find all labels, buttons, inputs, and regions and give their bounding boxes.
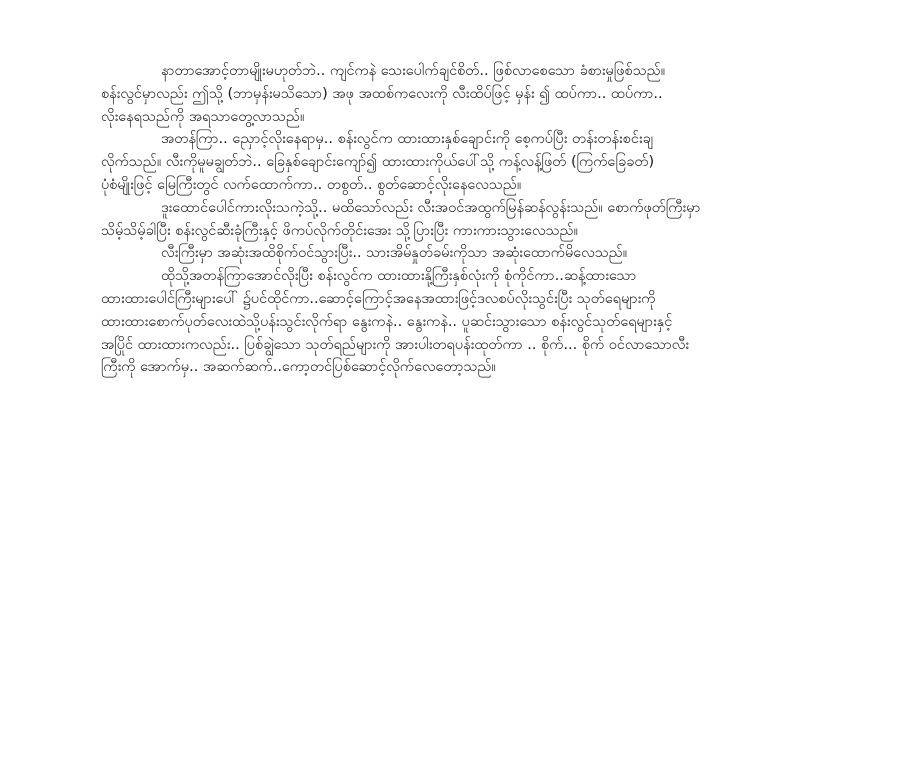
text-line: လိုးနေရသည်ကို အရသာတွေ့လာသည်။	[101, 108, 305, 125]
document-body	[101, 60, 821, 379]
text-line: နာတာအောင့်တာမျိုးမဟုတ်ဘဲ.. ကျင်ကနဲ သေးပေါက်ချင်စိတ်.. ဖြစ်လာစေသော ခံစားမှုဖြစ်သည်။	[161, 63, 666, 79]
text-line: စန်းလွင်မှာလည်း ဤသို့ (ဘာမှန်းမသိသော) အဖု အထစ်ကလေးကို လီးထိပ်ဖြင့် မှန်း ၍ ထပ်ကာ.. ထပ်ကာ..	[101, 85, 663, 102]
text-line: အပြိုင် ထားထားကလည်း.. ပြစ်ချွဲသော သုတ်ရည်များကို အားပါးတရပန်းထုတ်ကာ .. စိုက်... စိုက် ဝင်လာသောလီး	[101, 336, 690, 353]
text-line: ကြီးကို အောက်မှ.. အဆက်ဆက်..ကော့တင်ပြစ်ဆောင့်လိုက်လေတော့သည်။	[101, 359, 496, 376]
text-line: လိုက်သည်။ လီးကိုမူမချွတ်ဘဲ.. ခြေနှစ်ချောင်းကျော်၍ ထားထားကိုယ်ပေါ်သို့ ကန့်လန့်ဖြတ် (ကြက်ခြေခတ်)	[101, 154, 655, 171]
text-line: ဒူးထောင်ပေါင်ကားလိုးသကဲ့သို့.. မထိသော်လည်း လီးအဝင်အထွက်မြန်ဆန်လွန်းသည်။ စောက်ဖုတ်ကြီးမှာ	[161, 199, 701, 216]
text-line: ပုံစံမျိုးဖြင့် မြေကြီးတွင် လက်ထောက်ကာ.. တစွတ်.. စွတ်ဆောင့်လိုးနေလေသည်။	[101, 176, 522, 193]
text-line: ထိုသို့အတန်ကြာအောင်လိုးပြီး စန်းလွင်က ထားထားနို့ကြီးနှစ်လုံးကို စုံကိုင်ကာ..ဆန့်ထားသော	[161, 268, 637, 285]
text-line: အတန်ကြာ.. ညှောင့်လိုးနေရာမှ.. စန်းလွင်က ထားထားနှစ်ချောင်းကို စေ့ကပ်ပြီး တန်းတန်းစင်းချ	[161, 131, 653, 148]
text-line: လီးကြီးမှာ အဆုံးအထိစိုက်ဝင်သွားပြီး.. သားအိမ်နှုတ်ခမ်းကိုသာ အဆုံးထောက်မိလေသည်။	[161, 245, 628, 262]
text-line: ထားထားပေါင်ကြီးများပေါ် ၌ပင်ထိုင်ကာ..ဆောင့်ကြောင့်အနေအထားဖြင့်ဒလစပ်လိုးသွင်းပြီး သုတ်ရေများကို	[101, 290, 656, 307]
text-line: ထားထားစောက်ပုတ်လေးထဲသို့ပန်းသွင်းလိုက်ရာ နွေးကနဲ.. နွေးကနဲ.. ပူဆင်းသွားသော စန်းလွင်သုတ်ရေများနှင့်	[101, 313, 673, 330]
text-line: သိမ့်သိမ့်ခါပြီး စန်းလွင်ဆီးခုံကြီးနှင့် ဖိကပ်လိုက်တိုင်းအေး သို့ပြားပြီး ကားကားသွားလေသည်။	[101, 222, 579, 239]
